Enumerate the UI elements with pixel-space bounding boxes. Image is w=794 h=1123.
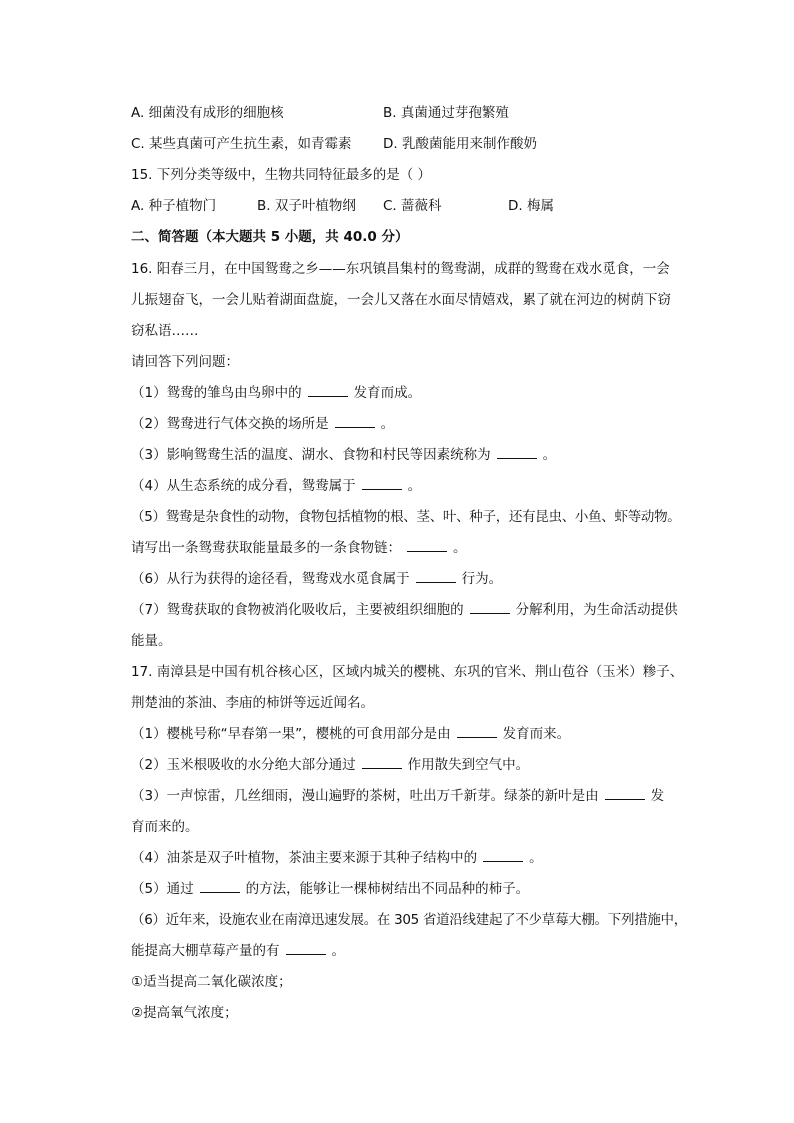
text: （1）樱桃号称“早春第一果”，樱桃的可食用部分是由 — [131, 726, 451, 742]
q17-sub-5 — [131, 879, 529, 899]
text: 。 — [529, 850, 543, 866]
q16-sub-4 — [131, 476, 421, 496]
text: 能提高大棚草莓产量的有 — [131, 943, 280, 959]
text: （1）鸳鸯的雏鸟由鸟卵中的 — [131, 385, 302, 401]
answer-blank[interactable] — [407, 539, 447, 552]
text: （3）一声惊雷，几丝细雨，漫山遍野的茶树，吐出万千新芽。绿茶的新叶是由 — [131, 788, 599, 804]
question-15-stem: 15. 下列分类等级中，生物共同特征最多的是（ ） — [131, 167, 432, 183]
text: 。 — [453, 540, 467, 556]
q16-sub-7 — [131, 600, 678, 620]
text: 。 — [542, 447, 557, 463]
option-a: A. 细菌没有成形的细胞核 — [131, 105, 284, 121]
q17-intro-1: 17. 南漳县是中国有机谷核心区，区域内城关的樱桃、东巩的官米、荆山苞谷（玉米）糁子、 — [131, 664, 684, 680]
q16-sub-2 — [131, 414, 394, 434]
answer-blank[interactable] — [483, 849, 523, 862]
text: 的方法，能够让一棵柿树结出不同品种的柿子。 — [245, 881, 530, 897]
q16-sub-1 — [131, 383, 421, 403]
q17-sub-3-cont: 育而来的。 — [131, 819, 199, 835]
answer-blank[interactable] — [605, 787, 645, 800]
text: （3）影响鸳鸯生活的温度、湖水、食物和村民等因素统称为 — [131, 447, 491, 463]
q15-option-c: C. 蔷薇科 — [383, 198, 442, 214]
q16-intro-3: 窃私语…… — [131, 323, 199, 339]
q15-option-d: D. 梅属 — [508, 198, 554, 214]
text: （2）鸳鸯进行气体交换的场所是 — [131, 416, 329, 432]
text: （4）油茶是双子叶植物，茶油主要来源于其种子结构中的 — [131, 850, 478, 866]
answer-blank[interactable] — [416, 570, 456, 583]
text: 行为。 — [461, 571, 503, 587]
text: （5）通过 — [131, 881, 194, 897]
q17-sub-6: （6）近年来，设施农业在南漳迅速发展。在 305 省道沿线建起了不少草莓大棚。下列措施中， — [131, 912, 687, 928]
answer-blank[interactable] — [457, 725, 497, 738]
text: 。 — [331, 943, 345, 959]
measure-2: ②提高氧气浓度； — [131, 1005, 238, 1021]
text: 分解利用，为生命活动提供 — [515, 602, 678, 618]
q17-intro-2: 荆楚油的茶油、李庙的柿饼等远近闻名。 — [131, 695, 374, 711]
answer-blank[interactable] — [286, 942, 326, 955]
q17-sub-3 — [131, 786, 664, 806]
q15-option-b: B. 双子叶植物纲 — [257, 198, 356, 214]
text: 作用散失到空气中。 — [407, 757, 530, 773]
option-b: B. 真菌通过芽孢繁殖 — [383, 105, 509, 121]
text: 请写出一条鸳鸯获取能量最多的一条食物链： — [131, 540, 401, 556]
q16-intro-1: 16. 阳春三月，在中国鸳鸯之乡——东巩镇昌集村的鸳鸯湖，成群的鸳鸯在戏水觅食，一会 — [131, 261, 670, 277]
q16-sub-5-cont — [131, 538, 467, 558]
q17-sub-6-cont — [131, 941, 345, 961]
text: （4）从生态系统的成分看，鸳鸯属于 — [131, 478, 356, 494]
option-c: C. 某些真菌可产生抗生素，如青霉素 — [131, 136, 352, 152]
q16-sub-6 — [131, 569, 502, 589]
q16-sub-3 — [131, 445, 556, 465]
q17-sub-1 — [131, 724, 570, 744]
option-d: D. 乳酸菌能用来制作酸奶 — [383, 136, 537, 152]
answer-blank[interactable] — [308, 384, 348, 397]
q16-sub-7-cont: 能量。 — [131, 633, 172, 649]
q16-sub-5: （5）鸳鸯是杂食性的动物，食物包括植物的根、茎、叶、种子，还有昆虫、小鱼、虾等动物。 — [131, 509, 681, 525]
answer-blank[interactable] — [362, 477, 402, 490]
section-title: 二、简答题（本大题共 5 小题，共 40.0 分） — [131, 229, 409, 245]
answer-blank[interactable] — [470, 601, 510, 614]
answer-blank[interactable] — [497, 446, 537, 459]
text: 发 — [650, 788, 665, 804]
q17-sub-4 — [131, 848, 543, 868]
q16-intro-2: 儿振翅奋飞，一会儿贴着湖面盘旋，一会儿又落在水面尽情嬉戏，累了就在河边的树荫下窃 — [131, 292, 671, 308]
q17-sub-2 — [131, 755, 529, 775]
text: 发育而成。 — [353, 385, 422, 401]
q15-option-a: A. 种子植物门 — [131, 198, 217, 214]
text: 。 — [407, 478, 422, 494]
answer-blank[interactable] — [200, 880, 240, 893]
text: （6）从行为获得的途径看，鸳鸯戏水觅食属于 — [131, 571, 410, 587]
text: （2）玉米根吸收的水分绝大部分通过 — [131, 757, 356, 773]
text: 。 — [380, 416, 395, 432]
measure-1: ①适当提高二氧化碳浓度； — [131, 974, 292, 990]
answer-blank[interactable] — [362, 756, 402, 769]
q16-prompt: 请回答下列问题： — [131, 354, 239, 370]
text: （7）鸳鸯获取的食物被消化吸收后，主要被组织细胞的 — [131, 602, 464, 618]
text: 发育而来。 — [502, 726, 571, 742]
answer-blank[interactable] — [335, 415, 375, 428]
